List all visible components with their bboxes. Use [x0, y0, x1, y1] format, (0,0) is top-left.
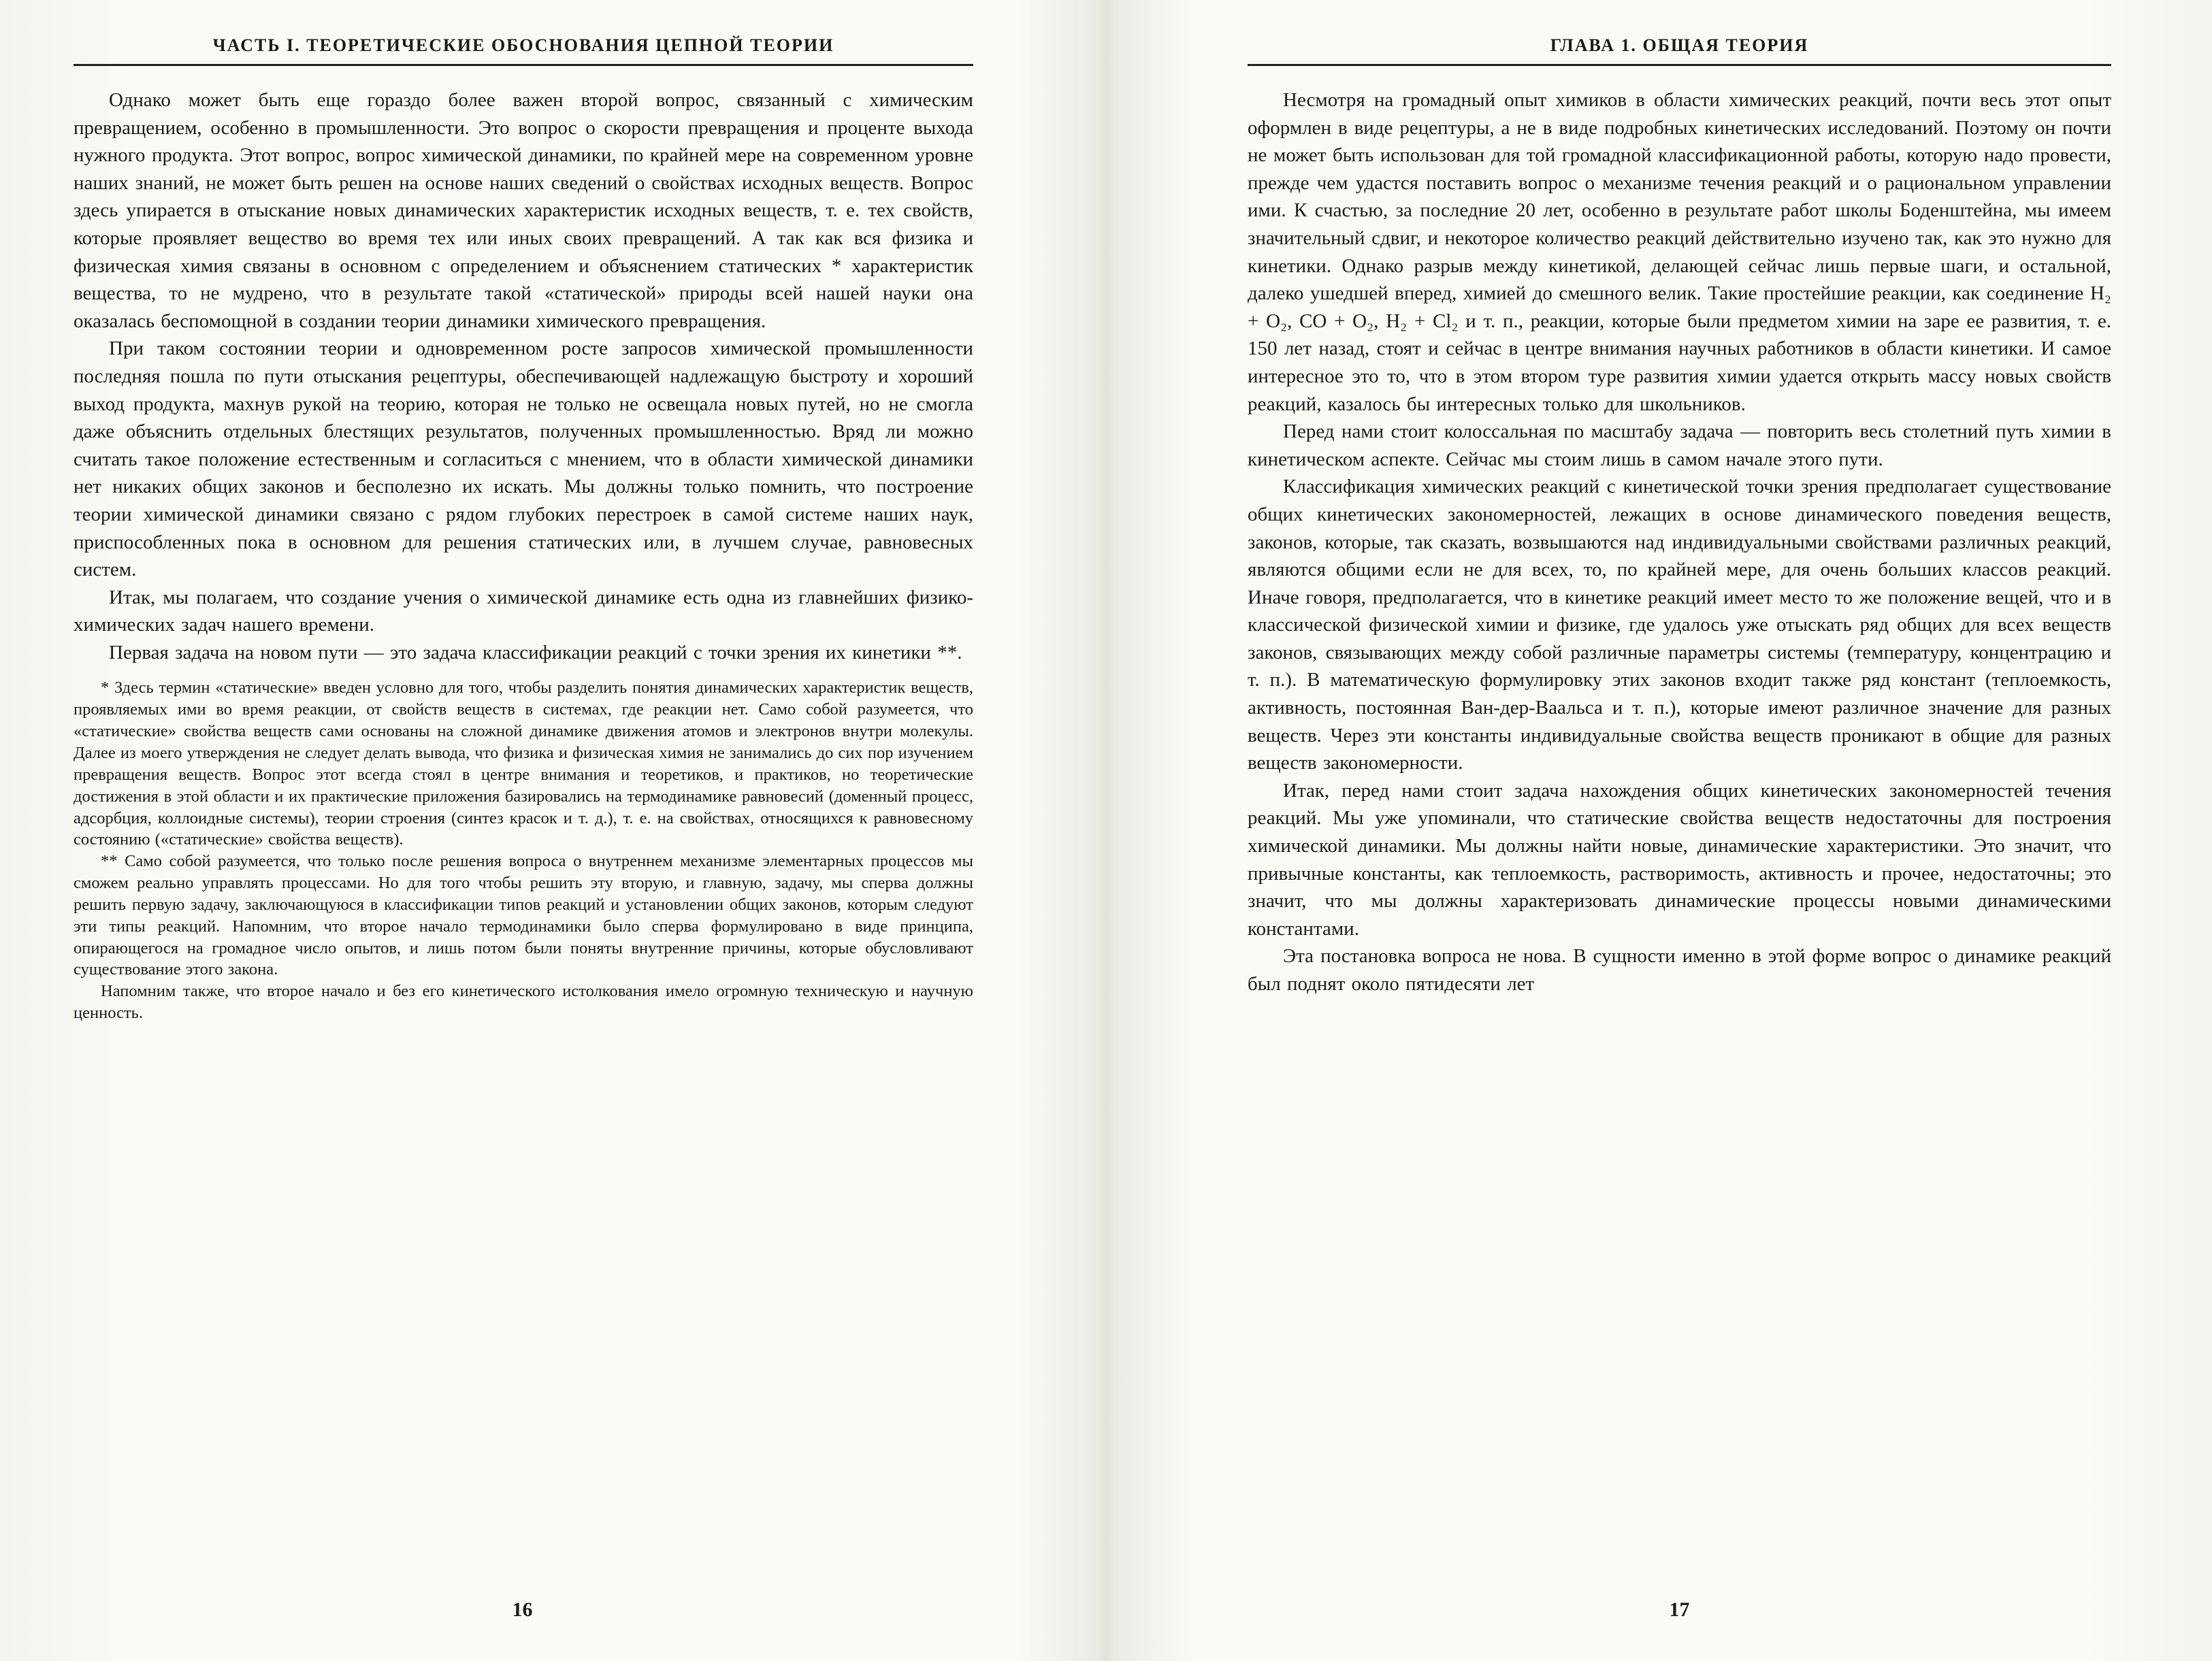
footnote: Напомним также, что второе начало и без его кинетического истолкования имело огромную техническую и научную ценность.: [74, 982, 973, 1023]
paragraph: Перед нами стоит колоссальная по масштабу задача — повторить весь столетний путь химии в кинетическом аспекте. Сейчас мы стоим лишь в самом начале этого пути.: [1248, 421, 2111, 470]
paragraph: Однако может быть еще гораздо более важен второй вопрос, связанный с химическим превращением, особенно в промышленности. Это вопрос о скорости превращения и проценте выхода нужного продукта. Этот вопрос, вопрос химической динамики, по крайней мере на современном уровне наших знаний, не может быть решен на основе наших сведений о свойствах исходных веществ. Вопрос здесь упирается в отыскание новых динамических характеристик исходных веществ, т. е. тех свойств, которые проявляет вещество во время тех или иных своих превращений. А так как вся физика и физическая химия связаны в основном с определением и объяснением статических * характеристик вещества, то не мудрено, что в результате такой «статической» природы всей нашей науки она оказалась беспомощной в создании теории динамики химического превращения.: [74, 89, 973, 332]
paragraph: Классификация химических реакций с кинетической точки зрения предполагает существование общих кинетических закономерностей, лежащих в основе динамического поведения веществ, законов, которые, так сказать, возвышаются над индивидуальными свойствами различных реакций, являются общими если не для всех, то, по крайней мере, для очень больших классов реакций. Иначе говоря, предполагается, что в кинетике реакций имеет место то же положение вещей, что и в классической физической химии и физике, где удалось уже отыскать ряд общих для всех веществ законов, связывающих между собой различные параметры системы (температуру, концентрацию и т. п.). В математическую формулировку этих законов входит также ряд констант (теплоемкость, активность, постоянная Ван-дер-Ваальса и т. п.), которые имеют различное значение для разных веществ. Через эти константы индивидуальные свойства веществ проникают в общие для разных веществ закономерности.: [1248, 476, 2111, 774]
paragraph: Итак, перед нами стоит задача нахождения общих кинетических закономерностей течения реакций. Мы уже упоминали, что статические свойства веществ недостаточны для построения химической динамики. Мы должны найти новые, динамические характеристики. Это значит, что привычные константы, как теплоемкость, растворимость, активность и прочее, недостаточны; это значит, что мы должны характеризовать динамические процессы новыми динамическими константами.: [1248, 779, 2111, 940]
page-number-left: 16: [512, 1598, 533, 1621]
page-right: [1106, 0, 2212, 1661]
body-text-right: [1248, 86, 2111, 998]
paragraph: Итак, мы полагаем, что создание учения о химической динамике есть одна из главнейших физико-химических задач нашего времени.: [74, 586, 973, 636]
paragraph: Первая задача на новом пути — это задача классификации реакций с точки зрения их кинетики **.: [109, 641, 962, 663]
paragraph: При таком состоянии теории и одновременном росте запросов химической промышленности последняя пошла по пути отыскания рецептуры, обеспечивающей надлежащую быстроту и хороший выход продукта, махнув рукой на теорию, которая не только не освещала новых путей, но не смогла даже объяснить отдельных блестящих результатов, полученных промышленностью. Вряд ли можно считать такое положение естественным и согласиться с мнением, что в области химической динамики нет никаких общих законов и бесполезно их искать. Мы должны только помнить, что построение теории химической динамики связано с рядом глубоких перестроек в самой системе наших наук, приспособленных пока в основном для решения статических или, в лучшем случае, равновесных систем.: [74, 338, 973, 581]
footnotes-left: [74, 677, 973, 1024]
paragraph: Эта постановка вопроса не нова. В сущности именно в этой форме вопрос о динамике реакций был поднят около пятидесяти лет: [1248, 945, 2111, 995]
footnote: * Здесь термин «статические» введен условно для того, чтобы разделить понятия динамических характеристик веществ, проявляемых ими во время реакции, от свойств веществ в системах, где реакции нет. Само собой разумеется, что «статические» свойства веществ сами основаны на сложной динамике движения атомов и электронов внутри молекулы. Далее из моего утверждения не следует делать вывода, что физика и физическая химия не занимались до сих пор изучением превращения веществ. Вопрос этот всегда стоял в центре внимания и теоретиков, и практиков, но теоретические достижения в этой области и их практические приложения базировались на термодинамике равновесий (доменный процесс, адсорбция, коллоидные системы), теории строения (синтез красок и т. д.), т. е. на свойствах, относящихся к равновесному состоянию («статические» свойства веществ).: [74, 678, 973, 849]
footnote: ** Само собой разумеется, что только после решения вопроса о внутреннем механизме элементарных процессов мы сможем реально управлять процессами. Но для того чтобы решить эту вторую, и главную, задачу, мы сперва должны решить первую задачу, заключающуюся в классификации типов реакций и установлении общих законов, которым следуют эти типы реакций. Напомним, что второе начало термодинамики было сперва формулировано в виде принципа, опирающегося на громадное число опытов, и лишь потом были поняты внутренние причины, которые обусловливают существование этого закона.: [74, 852, 973, 979]
page-number-right: 17: [1669, 1598, 1690, 1621]
running-head-left: ЧАСТЬ I. ТЕОРЕТИЧЕСКИЕ ОБОСНОВАНИЯ ЦЕПНОЙ ТЕОРИИ: [74, 35, 973, 66]
body-text-left: [74, 86, 973, 666]
running-head-right: ГЛАВА 1. ОБЩАЯ ТЕОРИЯ: [1248, 35, 2111, 66]
paragraph: Несмотря на громадный опыт химиков в области химических реакций, почти весь этот опыт оформлен в виде рецептуры, а не в виде подробных кинетических исследований. Поэтому он почти не может быть использован для той громадной классификационной работы, которую надо провести, прежде чем удастся поставить вопрос о механизме течения реакций и о рациональном управлении ими. К счастью, за последние 20 лет, особенно в результате работ школы Боденштейна, мы имеем значительный сдвиг, и некоторое количество реакций действительно изучено так, как это нужно для кинетики. Однако разрыв между кинетикой, делающей сейчас лишь первые шаги, и остальной, далеко ушедшей вперед, химией до смешного велик. Такие простейшие реакции, как соединение H₂ + O₂, CO + O₂, H₂ + Cl₂ и т. п., реакции, которые были предметом химии на заре ее развития, т. е. 150 лет назад, стоят и сейчас в центре внимания научных работников в области кинетики. И самое интересное это то, что в этом втором туре развития химии удается открыть массу новых свойств реакций, казалось бы интересных только для школьников.: [1248, 89, 2111, 415]
